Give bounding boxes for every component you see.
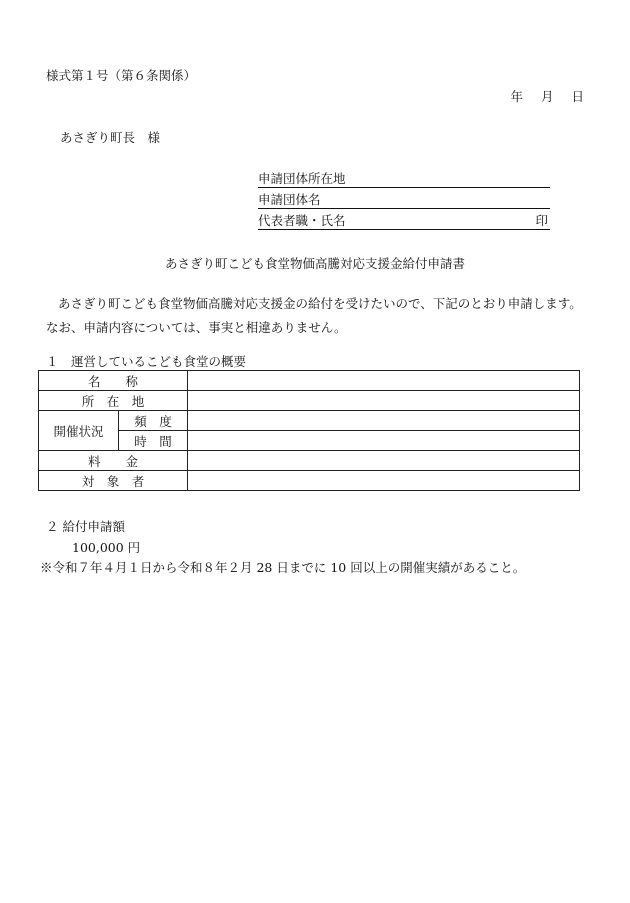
food-bank-outline-table: [38, 370, 580, 491]
location-value-cell[interactable]: [188, 391, 580, 411]
time-label: 時 間: [119, 431, 188, 451]
schedule-label: 開催状況: [39, 411, 119, 451]
table-row: [39, 391, 580, 411]
frequency-label: 頻 度: [119, 411, 188, 431]
frequency-value-cell[interactable]: [188, 411, 580, 431]
location-label: 所 在 地: [39, 391, 188, 411]
form-number: 様式第１号（第６条関係）: [46, 68, 197, 83]
time-value-cell[interactable]: [188, 431, 580, 451]
date-line: 年 月 日: [510, 89, 584, 104]
addressee: あさぎり町長 様: [60, 130, 161, 145]
section2-heading: ２ 給付申請額: [46, 519, 125, 534]
seal-mark: 印: [535, 213, 548, 228]
table-row: [39, 411, 580, 431]
name-value-cell[interactable]: [188, 371, 580, 391]
table-row: [39, 451, 580, 471]
table-row: [39, 431, 580, 451]
section1-heading: １ 運営しているこども食堂の概要: [46, 354, 247, 369]
applicant-name-field[interactable]: [258, 191, 550, 209]
application-statement: あさぎり町こども食堂物価高騰対応支援金の給付を受けたいので、下記のとおり申請します。なお、申請内容については、事実と相違ありません。: [46, 296, 582, 335]
target-label: 対 象 者: [39, 471, 188, 491]
applicant-address-label: 申請団体所在地: [258, 171, 346, 186]
fee-label: 料 金: [39, 451, 188, 471]
table-row: [39, 471, 580, 491]
target-value-cell[interactable]: [188, 471, 580, 491]
name-label: 名 称: [39, 371, 188, 391]
document-title: あさぎり町こども食堂物価高騰対応支援金給付申請書: [164, 256, 465, 271]
table-row: [39, 371, 580, 391]
grant-amount: 100,000 円: [72, 540, 141, 555]
eligibility-note: ※令和７年４月１日から令和８年２月 28 日までに 10 回以上の開催実績があること。: [40, 560, 526, 575]
representative-field[interactable]: [258, 212, 550, 230]
fee-value-cell[interactable]: [188, 451, 580, 471]
representative-label: 代表者職・氏名: [258, 213, 346, 228]
applicant-name-label: 申請団体名: [258, 192, 321, 207]
applicant-address-field[interactable]: [258, 170, 550, 188]
